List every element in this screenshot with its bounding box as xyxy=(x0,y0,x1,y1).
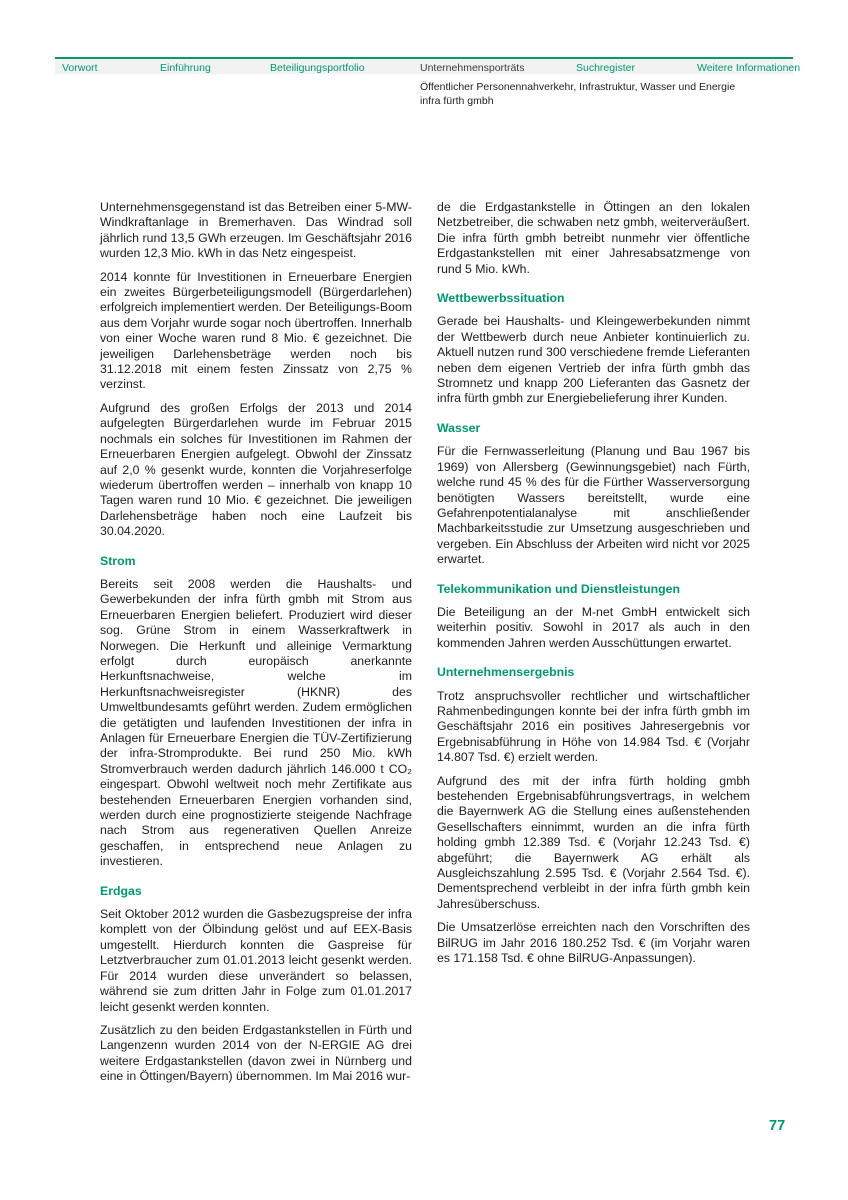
section-heading-unternehmensergebnis: Unternehmensergebnis xyxy=(437,665,575,680)
section-heading-strom: Strom xyxy=(100,553,136,568)
nav-item-beteiligungsportfolio[interactable]: Beteiligungsportfolio xyxy=(270,62,365,74)
paragraph: de die Erdgastankstelle in Öttingen an den lokalen Netzbetreiber, die schwaben netz gmbh, weiterveräußert. Die infra fürth gmbh betreibt nunmehr vier öffentliche Erdgastankstellen mit einer Jahresabsatzmenge von rund 5 Mio. kWh. xyxy=(437,200,750,276)
top-navigation xyxy=(55,57,801,74)
paragraph: Unternehmensgegenstand ist das Betreiben einer 5-MW-Windkraftanlage in Bremerhaven. Das Windrad soll jährlich rund 13,5 GWh erzeugen. Im Geschäftsjahr 2016 wurden 12,3 Mio. kWh in das Netz eingespeist. xyxy=(100,200,412,261)
breadcrumb-category: Öffentlicher Personennahverkehr, Infrastruktur, Wasser und Energie xyxy=(420,81,736,93)
nav-item-weitere-informationen[interactable]: Weitere Informationen xyxy=(697,62,801,74)
column-left xyxy=(100,200,412,1093)
paragraph: Bereits seit 2008 werden die Haushalts- und Gewerbekunden der infra fürth gmbh mit Strom aus Erneuerbaren Energien beliefert. Produziert wird dieser sog. Grüne Strom in einem Wasserkraftwerk in Norwegen. Die Herkunft und alleinige Vermarktung erfolgt durch europäisch anerkannte Herkunftsnachweise, welche im Herkunftsnachweisregister (HKNR) des Umweltbundesamts geführt werden. Zudem ermöglichen die getätigten und laufenden Investitionen der infra in Anlagen für Erneuerbare Energien die TÜV-Zertifizierung der infra-Stromprodukte. Bei rund 250 Mio. kWh Stromverbrauch werden dadurch jährlich 146.000 t CO₂ eingespart. Obwohl weltweit noch mehr Zertifikate aus bestehenden Erneuerbaren Energien vorhanden sind, werden durch eine prognostizierte steigende Nachfrage nach Strom aus regenerativen Quellen Anreize geschaffen, in entsprechend neue Anlagen zu investieren. xyxy=(100,576,412,869)
paragraph: Trotz anspruchsvoller rechtlicher und wirtschaftlicher Rahmenbedingungen konnte bei der infra fürth gmbh im Geschäftsjahr 2016 ein positives Jahresergebnis vor Ergebnisabführung in Höhe von 14.984 Tsd. € (Vorjahr 14.807 Tsd. €) erzielt werden. xyxy=(437,688,750,765)
paragraph: Seit Oktober 2012 wurden die Gasbezugspreise der infra komplett von der Ölbindung gelöst und auf EEX-Basis umgestellt. Hierdurch konnten die Gaspreise für Letztverbraucher zum 01.01.2013 leicht gesenkt werden. Für 2014 wurden diese unverändert so belassen, während sie zum dritten Jahr in Folge zum 01.01.2017 leicht gesenkt werden konnten. xyxy=(100,907,412,1014)
paragraph: Zusätzlich zu den beiden Erdgastankstellen in Fürth und Langenzenn wurden 2014 von der N-ERGIE AG drei weitere Erdgastankstellen (davon zwei in Nürnberg und eine in Öttingen/Bayern) übernommen. Im Mai 2016 wur- xyxy=(100,1022,412,1084)
breadcrumb xyxy=(420,81,750,108)
nav-item-einfuehrung[interactable]: Einführung xyxy=(160,62,211,74)
nav-item-vorwort[interactable]: Vorwort xyxy=(62,62,98,74)
section-heading-erdgas: Erdgas xyxy=(100,883,142,898)
paragraph: Aufgrund des mit der infra fürth holding gmbh bestehenden Ergebnisabführungsvertrags, in welchem die Bayernwerk AG die Stellung eines außenstehenden Gesellschafters einnimmt, wurden an die infra fürth holding gmbh 12.389 Tsd. € (Vorjahr 12.243 Tsd. €) abgeführt; die Bayernwerk AG erhält als Ausgleichszahlung 2.595 Tsd. € (Vorjahr 2.564 Tsd. €). Dementsprechend verbleibt in der infra fürth gmbh kein Jahresüberschuss. xyxy=(437,773,750,911)
breadcrumb-company: infra fürth gmbh xyxy=(420,94,494,107)
paragraph: Für die Fernwasserleitung (Planung und Bau 1967 bis 1969) von Allersberg (Gewinnungsgebiet) nach Fürth, welche rund 45 % des für die Fürther Wasserversorgung benötigten Wassers bereitstellt, wurde eine Gefahrenpotentialanalyse mit anschließender Machbarkeitsstudie zur Umsetzung ausgeschrieben und vergeben. Ein Abschluss der Arbeiten wird nicht vor 2025 erwartet. xyxy=(437,444,750,567)
nav-item-suchregister[interactable]: Suchregister xyxy=(576,62,635,74)
section-heading-telekommunikation: Telekommunikation und Dienstleistungen xyxy=(437,581,681,596)
paragraph: Die Beteiligung an der M-net GmbH entwickelt sich weiterhin positiv. Sowohl in 2017 als auch in den kommenden Jahren werden Ausschüttungen erwartet. xyxy=(437,604,750,650)
paragraph: Gerade bei Haushalts- und Kleingewerbekunden nimmt der Wettbewerb durch neue Anbieter kontinuierlich zu. Aktuell nutzen rund 300 verschiedene fremde Lieferanten neben dem eigenen Vertrieb der infra fürth gmbh das Stromnetz und knapp 200 Lieferanten das Gasnetz der infra fürth gmbh zur Energiebelieferung ihrer Kunden. xyxy=(437,314,750,406)
paragraph: Die Umsatzerlöse erreichten nach den Vorschriften des BilRUG im Jahr 2016 180.252 Tsd. € (im Vorjahr waren es 171.158 Tsd. € ohne BilRUG-Anpassungen). xyxy=(437,920,750,966)
paragraph: 2014 konnte für Investitionen in Erneuerbare Energien ein zweites Bürgerbeteiligungsmodell (Bürgerdarlehen) erfolgreich implementiert werden. Der Beteiligungs-Boom aus dem Vorjahr wurde sogar noch übertroffen. Innerhalb von einer Woche waren rund 8 Mio. € gezeichnet. Die jeweiligen Darlehensbeträge werden noch bis 31.12.2018 mit einem festen Zinssatz von 2,75 % verzinst. xyxy=(100,269,412,392)
section-heading-wettbewerbssituation: Wettbewerbssituation xyxy=(437,291,565,306)
page-number: 77 xyxy=(769,1118,786,1134)
nav-item-unternehmensportraets[interactable]: Unternehmensporträts xyxy=(420,62,525,74)
paragraph: Aufgrund des großen Erfolgs der 2013 und 2014 aufgelegten Bürgerdarlehen wurde im Februar 2015 nochmals ein solches für Investitionen im Rahmen der Erneuerbaren Energien aufgelegt. Obwohl der Zinssatz auf 2,0 % gesenkt wurde, konnten die Vorjahreserfolge wiederum übertroffen werden – innerhalb von knapp 10 Tagen waren rund 10 Mio. € gezeichnet. Die jeweiligen Darlehensbeträge haben noch eine Laufzeit bis 30.04.2020. xyxy=(100,400,412,539)
section-heading-wasser: Wasser xyxy=(437,420,481,435)
column-right xyxy=(437,200,750,974)
